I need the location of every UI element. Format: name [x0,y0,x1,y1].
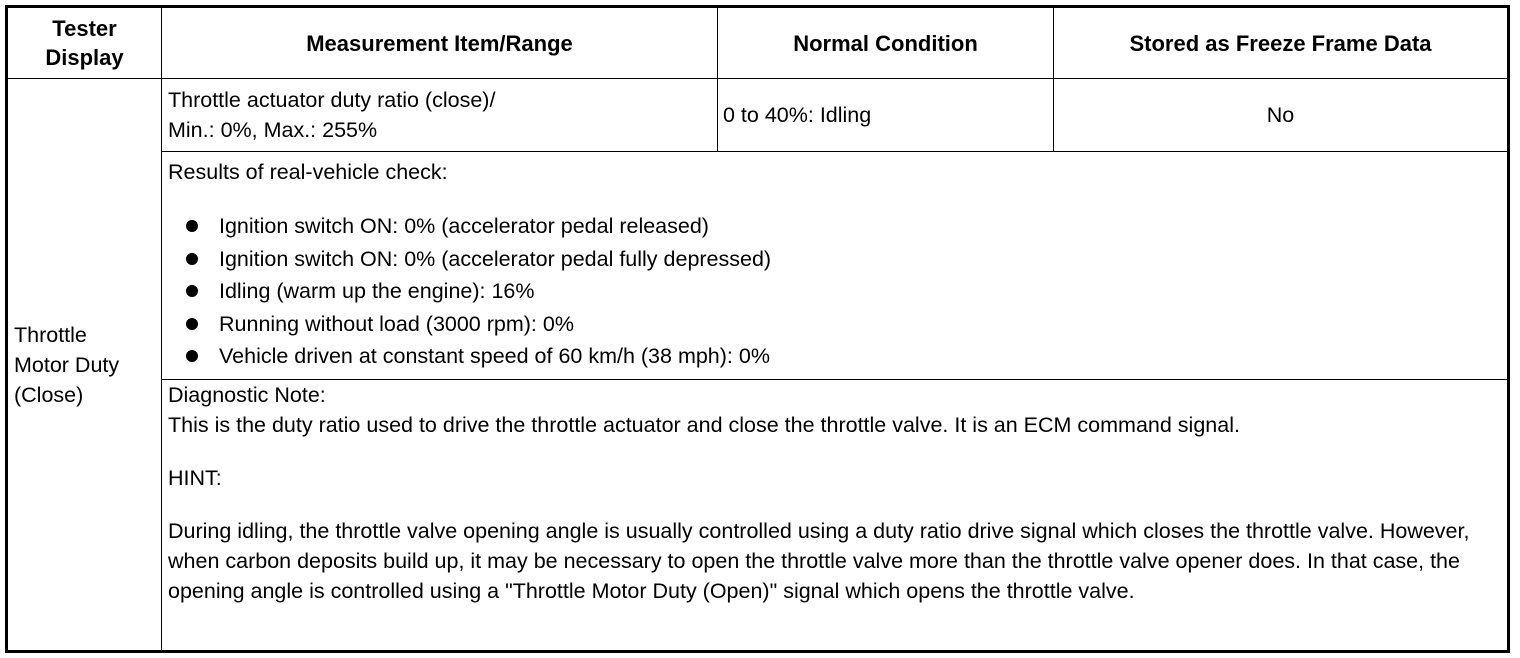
results-row [7,152,1509,380]
tester-display-value: Throttle Motor Duty (Close) [14,322,120,407]
results-list [168,210,1507,373]
results-title: Results of real-vehicle check: [168,160,448,184]
list-item-text: Vehicle driven at constant speed of 60 km/h (38 mph): 0% [219,344,770,369]
results-cell [162,152,1509,380]
list-item [168,275,1507,308]
measurement-line-2: Min.: 0%, Max.: 255% [168,118,378,142]
hint-title: HINT: [168,466,222,490]
freeze-frame-cell: No [1054,79,1509,152]
hint-text: During idling, the throttle valve opening angle is usually controlled using a duty ratio drive signal which closes the throttle valve. However, when carbon deposits build up, it may be necessary to open the throttle valve more than the throttle valve opener does. In that case, the opening angle is controlled using a "Throttle Motor Duty (Open)" signal which opens the throttle valve. [168,519,1470,603]
header-tester-display-text: Tester Display [45,16,124,70]
header-normal-condition: Normal Condition [718,7,1054,79]
measurement-line-1: Throttle actuator duty ratio (close)/ [168,88,496,112]
list-item-text: Idling (warm up the engine): 16% [219,279,535,304]
header-row [7,7,1509,79]
bullet-icon [186,253,198,265]
list-item-text: Running without load (3000 rpm): 0% [219,311,574,336]
list-item [168,210,1507,243]
list-item-text: Ignition switch ON: 0% (accelerator pedal released) [219,214,709,239]
spec-table [5,5,1510,653]
notes-cell [162,380,1509,652]
bullet-icon [186,350,198,362]
diagnostic-note-text: This is the duty ratio used to drive the throttle actuator and close the throttle valve. It is an ECM command signal. [168,413,1240,437]
header-freeze-frame: Stored as Freeze Frame Data [1054,7,1509,79]
bullet-icon [186,220,198,232]
header-measurement: Measurement Item/Range [162,7,718,79]
normal-condition-cell: 0 to 40%: Idling [718,79,1054,152]
list-item [168,308,1507,341]
list-item [168,340,1507,373]
notes-row [7,380,1509,652]
list-item-text: Ignition switch ON: 0% (accelerator pedal fully depressed) [219,246,772,271]
diagnostic-note-title: Diagnostic Note: [168,383,326,407]
bullet-icon [186,318,198,330]
spacer [168,493,1507,516]
spacer [168,440,1507,463]
table-row [7,79,1509,152]
list-item [168,243,1507,276]
tester-display-cell [7,79,162,652]
measurement-cell [162,79,718,152]
bullet-icon [186,285,198,297]
header-tester-display [7,7,162,79]
